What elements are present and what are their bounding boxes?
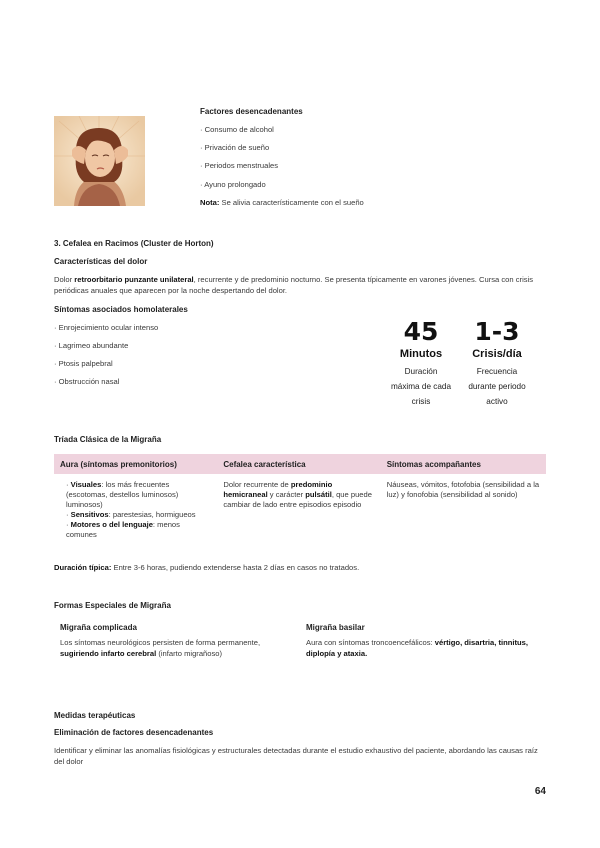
aura-sensitive: · Sensitivos: parestesias, hormigueos [66, 510, 196, 519]
therapy-title: Medidas terapéuticas [54, 711, 136, 720]
complicated-text-part: Los síntomas neurológicos persisten de forma permanente, [60, 638, 261, 647]
basilar-text-part: Aura con síntomas troncoencefálicos: [306, 638, 435, 647]
aura-visual-label: Visuales [70, 480, 102, 489]
pain-text: , recurrente y de predominio nocturno. Se presenta típicamente en varones jóvenes. Cursa con crisis periódicas anuales que aparecen por la noche despertando del dolor. [54, 275, 534, 295]
stat-unit: Crisis/día [472, 348, 522, 360]
special-forms-title: Formas Especiales de Migraña [54, 601, 171, 610]
triad-header-accompanying: Síntomas acompañantes [386, 459, 481, 469]
stat-value: 1-3 [474, 317, 520, 346]
complicated-bold: sugiriendo infarto cerebral [60, 649, 157, 658]
cluster-heading: 3. Cefalea en Racimos (Cluster de Horton) [54, 239, 214, 248]
duration-label: Duración típica: [54, 563, 112, 572]
trigger-item: · Ayuno prolongado [200, 179, 266, 189]
stat-desc-line: máxima de cada [390, 382, 452, 391]
triad-table [54, 454, 546, 540]
triad-aura-cell [54, 480, 217, 540]
stat-unit: Minutos [399, 348, 443, 360]
symptoms-list [54, 322, 354, 387]
triad-accompanying-cell: Náuseas, vómitos, fotofobia (sensibilidad a la luz) y fonofobia (sensibilidad al sonido) [386, 480, 540, 499]
triad-header-aura: Aura (síntomas premonitorios) [60, 459, 177, 469]
pain-text: Dolor [54, 275, 75, 284]
trigger-item: · Periodos menstruales [200, 161, 279, 171]
note-label: Nota: [200, 197, 220, 207]
aura-motor-text: : menos comunes [66, 520, 180, 539]
note-text: Se alivia característicamente con el sueño [219, 197, 364, 207]
page-number: 64 [534, 786, 546, 797]
headache-bold: pulsátil [305, 490, 332, 499]
basilar-bold: vértigo, disartria, tinnitus, diplopía y ataxia. [306, 638, 528, 658]
stat-desc-line: durante periodo [468, 382, 526, 391]
triad-body-row [54, 480, 546, 540]
symptom-item: · Obstrucción nasal [54, 377, 120, 386]
stat-frequency [458, 318, 536, 409]
aura-sens-text: : parestesias, hormigueos [108, 510, 196, 519]
headache-bold: predominio hemicraneal [223, 480, 333, 499]
pain-text-bold: retroorbitario punzante unilateral [74, 275, 194, 284]
triad-header-headache: Cefalea característica [223, 459, 306, 469]
headache-text: Dolor recurrente de [223, 480, 291, 489]
stat-description [382, 364, 460, 409]
triad-headache-cell [217, 480, 380, 540]
symptom-item: · Lagrimeo abundante [54, 341, 129, 350]
aura-visual-continued: luminosos) [66, 500, 103, 509]
symptoms-title: Síntomas asociados homolaterales [54, 305, 188, 314]
trigger-item: · Privación de sueño [200, 143, 270, 153]
aura-visual-text: : los más frecuentes (escotomas, destellos luminosos) [66, 480, 179, 499]
triad-header-row [54, 454, 546, 474]
pain-description [54, 274, 546, 296]
basilar-title: Migraña basilar [306, 623, 365, 632]
therapy-subtitle: Eliminación de factores desencadenantes [54, 728, 214, 737]
special-forms [54, 622, 546, 659]
aura-motor-label: Motores o del lenguaje [70, 520, 153, 529]
stat-desc-line: crisis [411, 397, 431, 406]
basilar-migraine [300, 622, 546, 659]
stat-desc-line: activo [486, 397, 508, 406]
symptom-item: · Enrojecimiento ocular intenso [54, 323, 159, 332]
complicated-migraine [54, 622, 300, 659]
symptom-item: · Ptosis palpebral [54, 359, 113, 368]
duration-text: Entre 3-6 horas, pudiendo extenderse hasta 2 días en casos no tratados. [111, 563, 360, 572]
pain-characteristics-title: Características del dolor [54, 257, 148, 266]
therapy-text: Identificar y eliminar las anomalías fisiológicas y estructurales detectadas durante el estudio exhaustivo del paciente, abordando las causas raíz del dolor [54, 746, 538, 766]
stat-desc-line: Duración [404, 367, 438, 376]
trigger-note [200, 197, 460, 208]
stat-duration [382, 318, 460, 409]
aura-visual: · Visuales: los más frecuentes (escotomas, destellos luminosos) [66, 480, 179, 499]
trigger-factors [200, 106, 460, 208]
trigger-title: Factores desencadenantes [200, 107, 303, 116]
complicated-text [60, 637, 270, 659]
aura-motor: · Motores o del lenguaje: menos comunes [66, 520, 180, 539]
stat-value: 45 [403, 317, 439, 346]
complicated-title: Migraña complicada [60, 623, 137, 632]
trigger-item: · Consumo de alcohol [200, 125, 274, 134]
triad-title: Tríada Clásica de la Migraña [54, 435, 162, 444]
headache-illustration [54, 116, 145, 206]
basilar-text [306, 637, 542, 659]
aura-sens-label: Sensitivos [70, 510, 109, 519]
headache-text: , que puede cambiar de lado entre episodios episodio [223, 490, 372, 509]
stat-description [458, 364, 536, 409]
headache-text: y carácter [267, 490, 306, 499]
complicated-text-part: (infarto migrañoso) [156, 649, 223, 658]
typical-duration [54, 562, 546, 573]
stat-desc-line: Frecuencia [476, 367, 518, 376]
